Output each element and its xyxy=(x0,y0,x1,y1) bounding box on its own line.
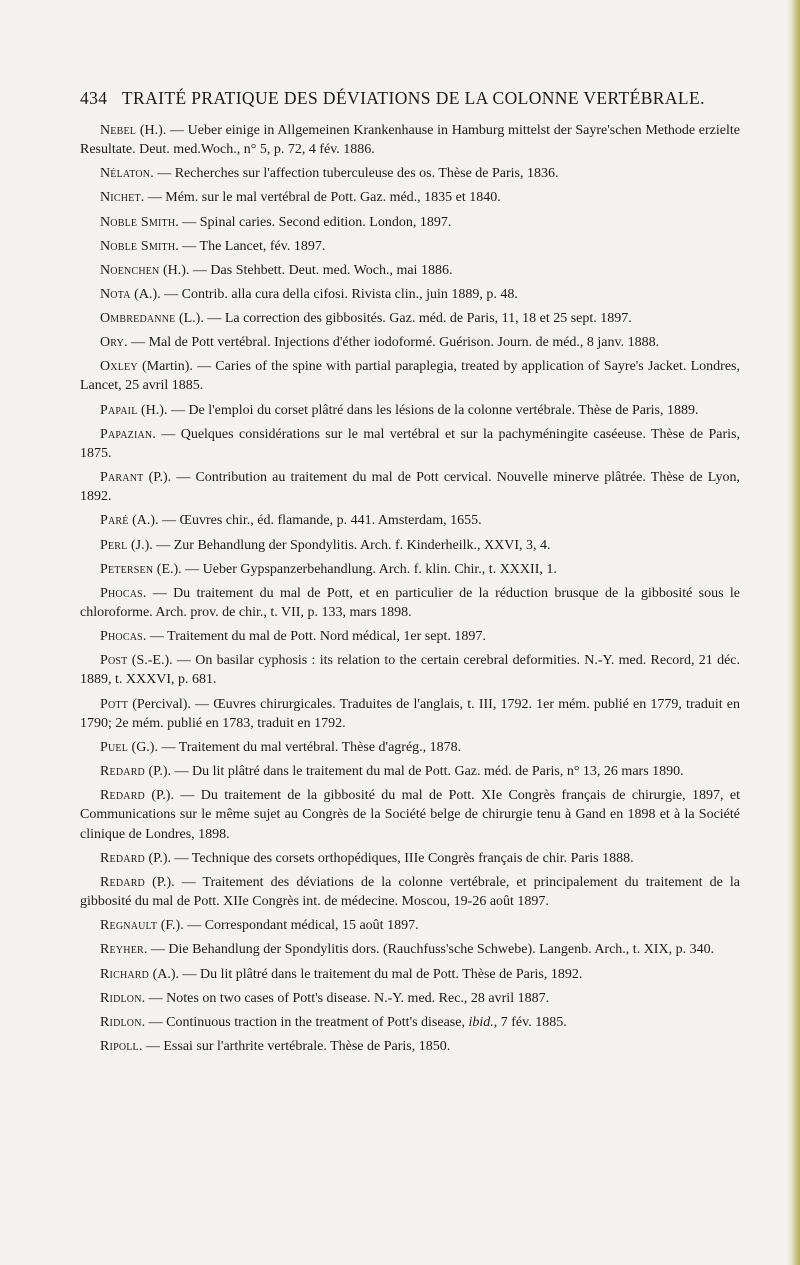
bibliography-list xyxy=(80,121,740,1056)
bibliography-entry xyxy=(80,695,740,734)
entry-author: Pott xyxy=(100,696,129,712)
entry-author: Redard xyxy=(100,788,145,804)
bibliography-entry xyxy=(80,309,740,328)
entry-text: . — Spinal caries. Second edition. London, 1897. xyxy=(175,214,452,230)
entry-author: Ripoll xyxy=(100,1038,139,1054)
bibliography-entry xyxy=(80,786,740,844)
page-edge xyxy=(786,0,800,1265)
entry-author: Reyher xyxy=(100,942,144,958)
page-number: 434 xyxy=(80,88,108,108)
bibliography-entry xyxy=(80,121,740,160)
bibliography-entry xyxy=(80,627,740,646)
bibliography-entry xyxy=(80,1037,740,1056)
entry-author: Redard xyxy=(100,850,145,866)
running-title: TRAITÉ PRATIQUE DES DÉVIATIONS DE LA COLONNE VERTÉBRALE. xyxy=(121,88,705,108)
entry-author: Phocas xyxy=(100,585,143,601)
entry-text: . — Recherches sur l'affection tuberculeuse des os. Thèse de Paris, 1836. xyxy=(150,166,559,182)
entry-text: (A.). — Du lit plâtré dans le traitement du mal de Pott. Thèse de Paris, 1892. xyxy=(149,966,583,982)
entry-text: (J.). — Zur Behandlung der Spondylitis. Arch. f. Kinderheilk., XXVI, 3, 4. xyxy=(127,537,551,553)
bibliography-entry xyxy=(80,989,740,1008)
bibliography-entry xyxy=(80,1013,740,1032)
bibliography-entry xyxy=(80,965,740,984)
entry-text: (F.). — Correspondant médical, 15 août 1897. xyxy=(157,918,419,934)
bibliography-entry xyxy=(80,188,740,207)
entry-author: Regnault xyxy=(100,918,158,934)
entry-author: Nota xyxy=(100,286,131,302)
entry-text: . — Du traitement du mal de Pott, et en particulier de la réduction brusque de la gibbosité sous le chloroforme. Arch. prov. de chir., t. VII, p. 133, mars 1898. xyxy=(80,585,740,620)
running-head xyxy=(80,88,740,109)
entry-italic-text: ibid. xyxy=(468,1014,494,1030)
entry-text: . — Mal de Pott vertébral. Injections d'éther iodoformé. Guérison. Journ. de méd., 8 janv. 1888. xyxy=(124,335,660,351)
bibliography-entry xyxy=(80,261,740,280)
entry-text: (P.). — Traitement des déviations de la colonne vertébrale, et principalement du traitement de la gibbosité du mal de Pott. XIIe Congrès int. de médecine. Moscou, 19-26 août 1897. xyxy=(80,874,740,910)
bibliography-entry xyxy=(80,401,740,420)
bibliography-entry xyxy=(80,849,740,868)
entry-author: Perl xyxy=(100,537,128,553)
entry-text: . — Quelques considérations sur le mal vertébral et sur la pachyméningite caséeuse. Thèse de Paris, 1875. xyxy=(80,426,740,461)
bibliography-entry xyxy=(80,333,740,352)
entry-text: (P.). — Technique des corsets orthopédiques, IIIe Congrès français de chir. Paris 1888. xyxy=(144,850,634,866)
entry-author: Papail xyxy=(100,402,138,418)
entry-text: (P.). — Du traitement de la gibbosité du mal de Pott. XIe Congrès français de chirurgie, 1897, et Communications sur le même sujet au Congrès de la Société belge de chirurgie tenu à Gand en 1898 et à la Société clinique de Londres, 1898. xyxy=(80,788,740,842)
entry-text: (H.). — Das Stehbett. Deut. med. Woch., mai 1886. xyxy=(159,262,453,278)
bibliography-entry xyxy=(80,511,740,530)
bibliography-entry xyxy=(80,560,740,579)
entry-text: (A.). — Œuvres chir., éd. flamande, p. 441. Amsterdam, 1655. xyxy=(128,513,482,529)
entry-text: (Martin). — Caries of the spine with partial paraplegia, treated by application of Sayre's Jacket. Londres, Lancet, 25 avril 1885. xyxy=(80,359,740,394)
entry-text: . — Die Behandlung der Spondylitis dors. (Rauchfuss'sche Schwebe). Langenb. Arch., t. XIX, p. 340. xyxy=(143,942,715,958)
entry-author: Petersen xyxy=(100,561,154,577)
bibliography-entry xyxy=(80,164,740,183)
entry-text: (S.-E.). — On basilar cyphosis : its relation to the certain cerebral deformities. N.-Y. med. Record, 21 déc. 1889, t. XXXVI, p. 681. xyxy=(80,653,740,688)
bibliography-entry xyxy=(80,285,740,304)
entry-author: Ombredanne xyxy=(100,310,176,326)
entry-author: Phocas xyxy=(100,629,143,645)
bibliography-entry xyxy=(80,762,740,781)
entry-author: Nichet xyxy=(100,190,141,206)
bibliography-entry xyxy=(80,873,740,912)
entry-author: Oxley xyxy=(100,359,138,375)
entry-text: . — Essai sur l'arthrite vertébrale. Thèse de Paris, 1850. xyxy=(138,1038,451,1054)
bibliography-entry xyxy=(80,916,740,935)
entry-author: Redard xyxy=(100,764,145,780)
entry-text: . — Mém. sur le mal vertébral de Pott. Gaz. méd., 1835 et 1840. xyxy=(140,190,501,206)
entry-text: (P.). — Contribution au traitement du mal de Pott cervical. Nouvelle minerve plâtrée. Thèse de Lyon, 1892. xyxy=(80,470,740,505)
entry-text: (H.). — Ueber einige in Allgemeinen Krankenhause in Hamburg mittelst der Sayre'schen Methode erzielte Resultate. Deut. med.Woch., n° 5, p. 72, 4 fév. 1886. xyxy=(80,123,740,158)
entry-author: Paré xyxy=(100,513,129,529)
bibliography-entry xyxy=(80,468,740,507)
bibliography-entry xyxy=(80,536,740,555)
entry-author: Nélaton xyxy=(100,166,151,182)
entry-text: . — Traitement du mal de Pott. Nord médical, 1er sept. 1897. xyxy=(142,629,486,645)
entry-author: Puel xyxy=(100,739,129,755)
entry-author: Ridlon xyxy=(100,1014,142,1030)
entry-author: Noble Smith xyxy=(100,238,176,254)
entry-text: (H.). — De l'emploi du corset plâtré dans les lésions de la colonne vertébrale. Thèse de Paris, 1889. xyxy=(137,402,699,418)
entry-text-tail: , 7 fév. 1885. xyxy=(493,1014,567,1030)
entry-text: . — The Lancet, fév. 1897. xyxy=(175,238,326,254)
entry-author: Papazian xyxy=(100,426,153,442)
bibliography-entry xyxy=(80,584,740,623)
entry-author: Nebel xyxy=(100,123,137,138)
book-page xyxy=(80,88,740,1061)
entry-text: (Percival). — Œuvres chirurgicales. Traduites de l'anglais, t. III, 1792. 1er mém. publié en 1779, traduit en 1790; 2e mém. publié en 1783, traduit en 1792. xyxy=(80,696,740,731)
bibliography-entry xyxy=(80,940,740,959)
entry-text: (A.). — Contrib. alla cura della cifosi. Rivista clin., juin 1889, p. 48. xyxy=(130,286,518,302)
entry-author: Noenchen xyxy=(100,262,160,278)
entry-text: . — Continuous traction in the treatment of Pott's disease, xyxy=(141,1014,469,1030)
bibliography-entry xyxy=(80,738,740,757)
entry-author: Post xyxy=(100,653,128,669)
entry-author: Ridlon xyxy=(100,990,142,1006)
bibliography-entry xyxy=(80,357,740,396)
bibliography-entry xyxy=(80,651,740,690)
bibliography-entry xyxy=(80,425,740,464)
entry-text: (E.). — Ueber Gypspanzerbehandlung. Arch. f. klin. Chir., t. XXXII, 1. xyxy=(153,561,557,577)
entry-author: Noble Smith xyxy=(100,214,176,230)
bibliography-entry xyxy=(80,213,740,232)
entry-text: (L.). — La correction des gibbosités. Gaz. méd. de Paris, 11, 18 et 25 sept. 1897. xyxy=(175,310,632,326)
bibliography-entry xyxy=(80,237,740,256)
entry-text: (P.). — Du lit plâtré dans le traitement du mal de Pott. Gaz. méd. de Paris, n° 13, 26 mars 1890. xyxy=(144,764,684,780)
entry-text: . — Notes on two cases of Pott's disease. N.-Y. med. Rec., 28 avril 1887. xyxy=(141,990,550,1006)
entry-text: (G.). — Traitement du mal vertébral. Thèse d'agrég., 1878. xyxy=(128,739,462,755)
entry-author: Ory xyxy=(100,335,125,351)
entry-author: Parant xyxy=(100,470,144,486)
entry-author: Redard xyxy=(100,874,145,890)
entry-author: Richard xyxy=(100,966,150,982)
